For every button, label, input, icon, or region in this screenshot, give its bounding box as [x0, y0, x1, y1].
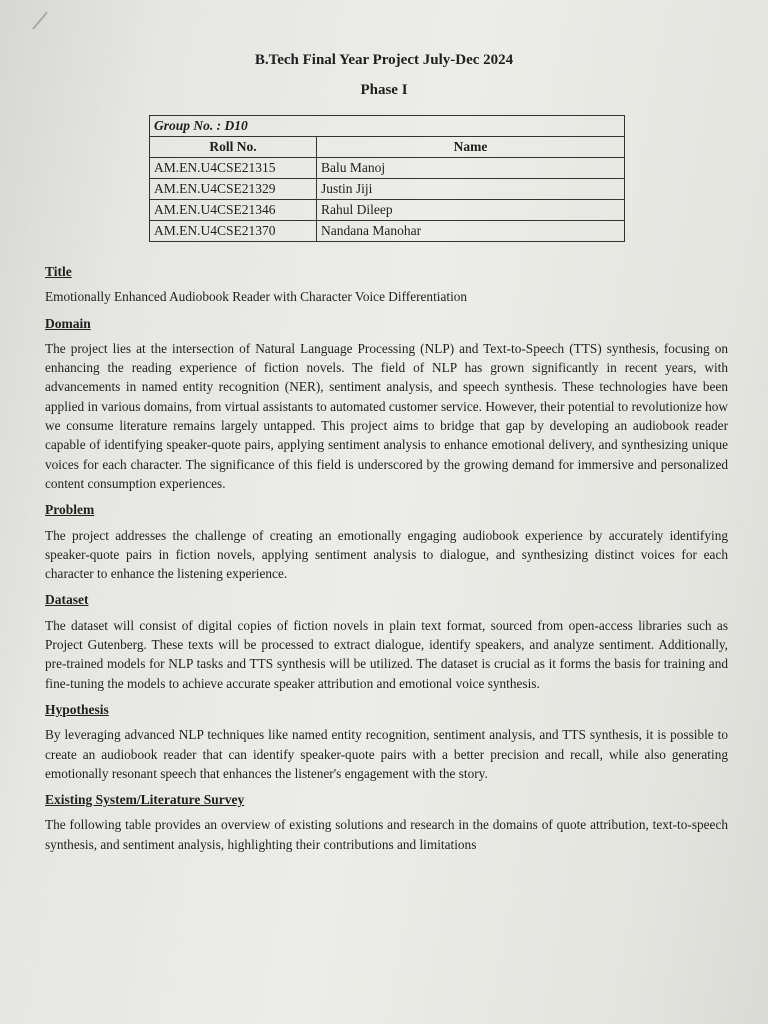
section-problem: [45, 500, 728, 583]
section-title: [45, 262, 728, 307]
section-literature-survey: [45, 790, 728, 854]
section-text: The following table provides an overview of existing solutions and research in the domains of quote attribution, text-to-speech synthesis, and sentiment analysis, highlighting their contributions and limitations: [45, 817, 728, 852]
roll-cell: AM.EN.U4CSE21346: [150, 200, 317, 221]
document-body: [45, 262, 728, 861]
name-cell: Balu Manoj: [317, 158, 625, 179]
group-row: [150, 116, 625, 137]
roll-cell: AM.EN.U4CSE21315: [150, 158, 317, 179]
table-header-row: [150, 137, 625, 158]
roll-cell: AM.EN.U4CSE21370: [150, 221, 317, 242]
table-row: [150, 200, 625, 221]
document-title: B.Tech Final Year Project July-Dec 2024: [254, 52, 514, 68]
name-cell: Justin Jiji: [317, 179, 625, 200]
table-row: [150, 179, 625, 200]
section-heading: Dataset: [45, 592, 89, 608]
section-domain: [45, 314, 728, 494]
section-text: The project lies at the intersection of Natural Language Processing (NLP) and Text-to-Speech (TTS) synthesis, focusing on enhancing the reading experience of fiction novels. The field of NLP has grown significantly in recent years, with advancements in named entity recognition (NER), sentiment analysis, and speech synthesis. These technologies have been applied in various domains, from virtual assistants to automated customer service. However, their potential to revolutionize how we consume literature remains largely untapped. This project aims to bridge that gap by developing an audiobook reader capable of identifying speaker-quote pairs, applying sentiment analysis to enhance emotional delivery, and synthesizing unique voices for each character. The significance of this field is underscored by the growing demand for immersive and personalized content consumption experiences.: [45, 340, 728, 491]
section-heading: Hypothesis: [45, 701, 109, 717]
table-row: [150, 158, 625, 179]
roll-cell: AM.EN.U4CSE21329: [150, 179, 317, 200]
section-heading: Existing System/Literature Survey: [45, 792, 245, 808]
column-header-roll: Roll No.: [150, 137, 317, 158]
name-cell: Rahul Dileep: [317, 200, 625, 221]
section-heading: Title: [45, 264, 72, 279]
section-hypothesis: [45, 700, 728, 783]
section-text: By leveraging advanced NLP techniques like named entity recognition, sentiment analysis, and TTS synthesis, it is possible to create an audiobook reader that can identify speaker-quote pairs with a better precision and recall, while also generating emotionally resonant speech that enhances the listener's engagement with the story.: [45, 727, 728, 781]
column-header-name: Name: [317, 137, 625, 158]
group-table: [149, 115, 625, 242]
phase-heading: Phase I: [360, 82, 408, 98]
name-cell: Nandana Manohar: [317, 221, 625, 242]
section-dataset: [45, 590, 728, 692]
pen-mark: [32, 12, 48, 30]
section-heading: Domain: [45, 315, 91, 331]
section-text: The project addresses the challenge of creating an emotionally engaging audiobook experience by accurately identifying speaker-quote pairs in fiction novels, applying sentiment analysis to dialogue, and synthesizing distinct voices for each character to enhance the listening experience.: [45, 527, 728, 582]
section-text: The dataset will consist of digital copies of fiction novels in plain text format, sourced from open-access libraries such as Project Gutenberg. These texts will be processed to extract dialogue, identify speakers, and analyze sentiment. Additionally, pre-trained models for NLP tasks and TTS synthesis will be utilized. The dataset is crucial as it forms the basis for training and fine-tuning the models to achieve accurate speaker attribution and emotional voice synthesis.: [45, 617, 728, 691]
table-row: [150, 221, 625, 242]
section-heading: Problem: [45, 502, 95, 518]
group-number: Group No. : D10: [150, 116, 625, 137]
section-text: Emotionally Enhanced Audiobook Reader with Character Voice Differentiation: [45, 289, 468, 305]
